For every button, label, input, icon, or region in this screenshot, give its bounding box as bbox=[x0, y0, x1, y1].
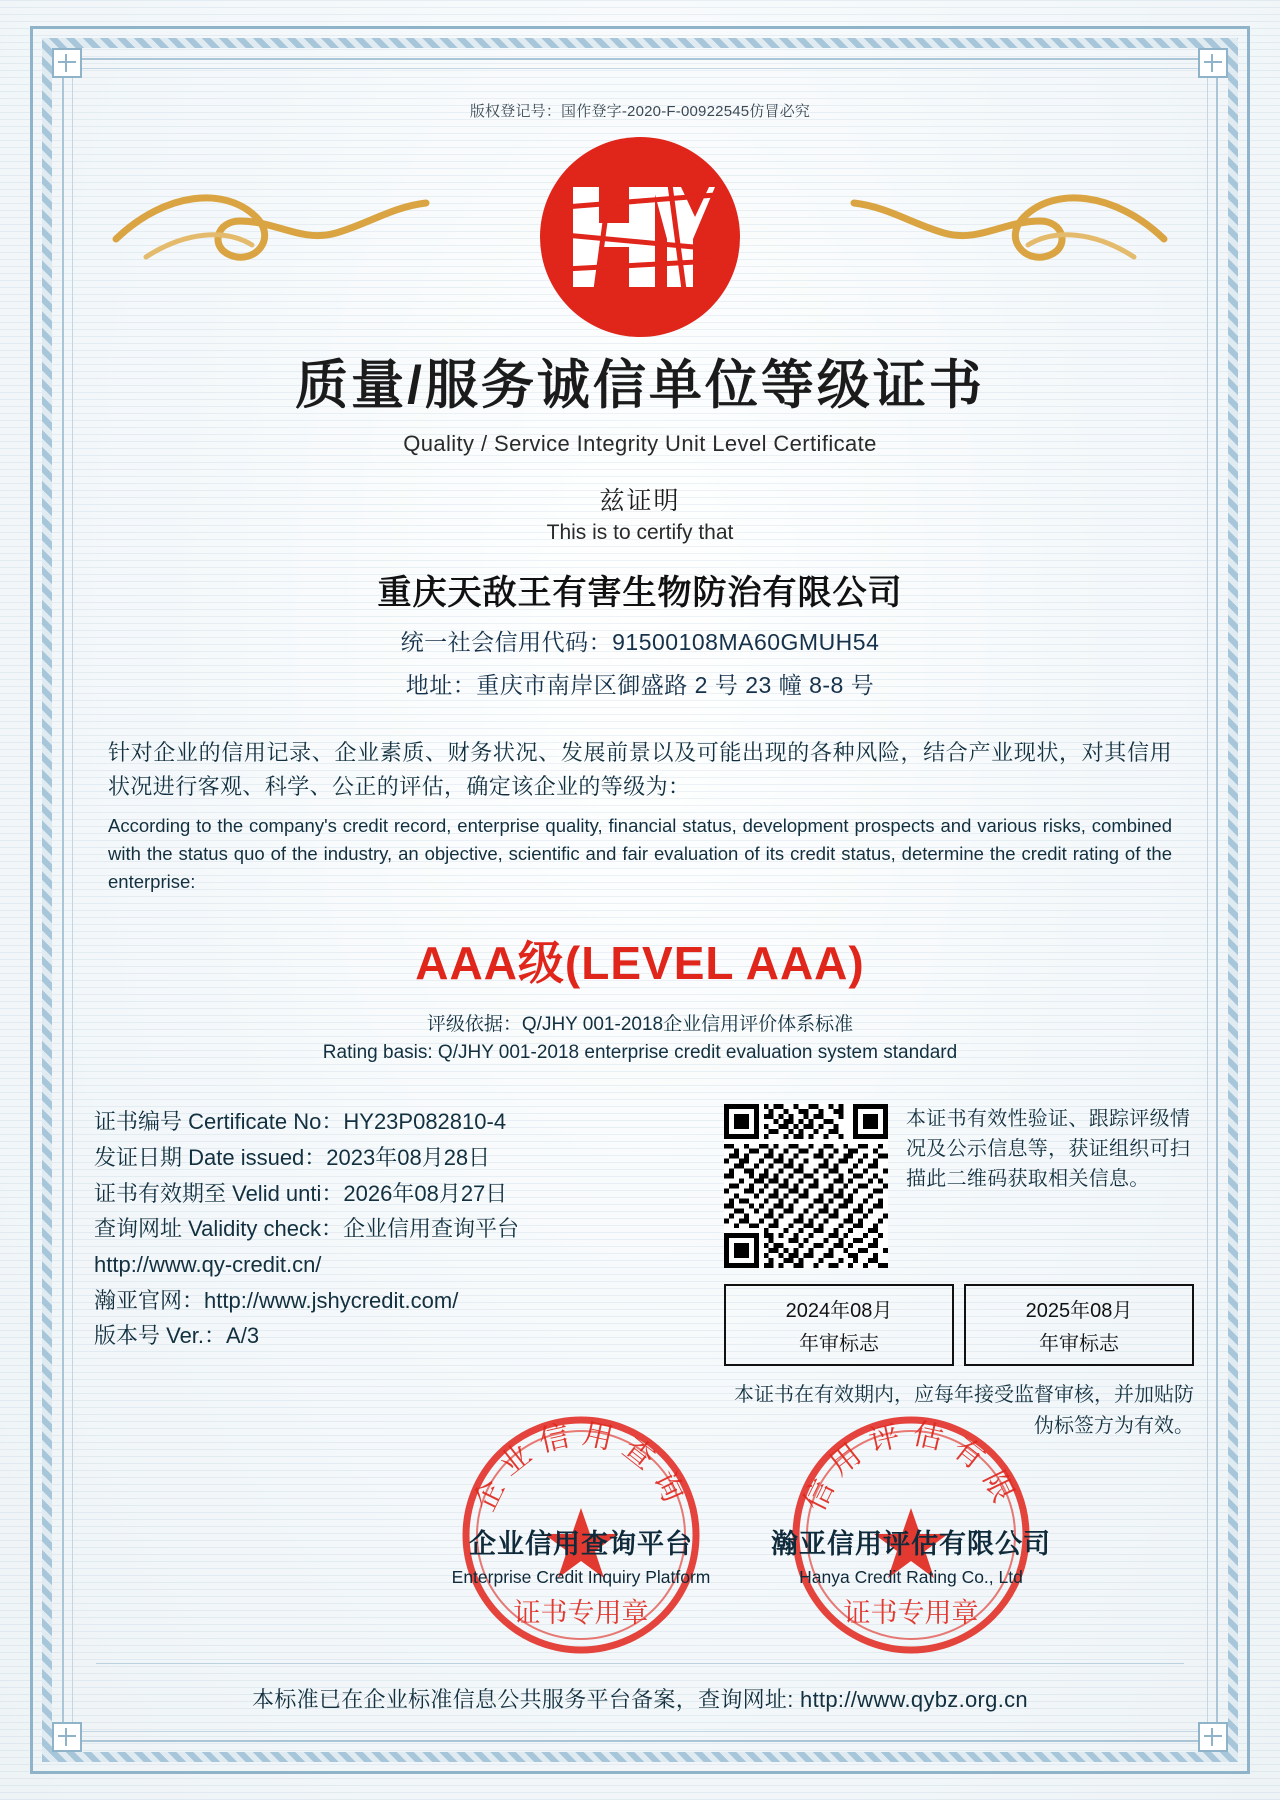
certify-statement-cn: 兹证明 bbox=[599, 487, 681, 515]
rating-basis-cn: 评级依据：Q/JHY 001-2018企业信用评价体系标准 bbox=[426, 1014, 854, 1036]
seal-right-name-en: Hanya Credit Rating Co., Ltd bbox=[799, 1567, 1023, 1588]
seals-area bbox=[86, 1410, 1194, 1660]
svg-text:证书专用章: 证书专用章 bbox=[513, 1598, 649, 1630]
valid-until: 证书有效期至 Velid unti：2026年08月27日 bbox=[94, 1180, 508, 1206]
seal-left-name-cn: 企业信用查询平台 bbox=[469, 1529, 693, 1560]
corner-ornament-bottom-right bbox=[1198, 1722, 1228, 1752]
emblem-row bbox=[86, 125, 1194, 335]
annual-review-note: 本证书在有效期内，应每年接受监督审核，并加贴防伪标签方为有效。 bbox=[734, 1384, 1194, 1438]
corner-ornament-top-left bbox=[52, 48, 82, 78]
seal-right-name-cn: 瀚亚信用评估有限公司 bbox=[771, 1529, 1051, 1560]
seal-left-name-en: Enterprise Credit Inquiry Platform bbox=[451, 1567, 711, 1588]
evaluation-paragraph-cn: 针对企业的信用记录、企业素质、财务状况、发展前景以及可能出现的各种风险，结合产业现状，对其信用状况进行客观、科学、公正的评估，确定该企业的等级为： bbox=[108, 740, 1172, 800]
page-title-english: Quality / Service Integrity Unit Level Certificate bbox=[403, 431, 877, 456]
company-credit-code: 统一社会信用代码：91500108MA60GMUH54 bbox=[400, 629, 880, 655]
annual-review-year-2024: 2024年08月 bbox=[785, 1300, 893, 1323]
annual-review-label-2025: 年审标志 bbox=[1039, 1333, 1119, 1356]
credit-level: AAA级(LEVEL AAA) bbox=[415, 937, 865, 990]
qr-area bbox=[724, 1104, 1194, 1442]
corner-ornament-bottom-left bbox=[52, 1722, 82, 1752]
seal-right-names bbox=[746, 1522, 1076, 1588]
qr-code-icon[interactable] bbox=[724, 1104, 888, 1268]
footer-divider bbox=[96, 1663, 1184, 1664]
details-area bbox=[86, 1104, 1194, 1438]
qr-row bbox=[724, 1104, 1194, 1268]
annual-review-box-2024[interactable] bbox=[724, 1284, 954, 1366]
evaluation-paragraph bbox=[86, 736, 1194, 895]
qr-instruction-text: 本证书有效性验证、跟踪评级情况及公示信息等，获证组织可扫描此二维码获取相关信息。 bbox=[906, 1108, 1191, 1191]
svg-text:企业信用查询: 企业信用查询 bbox=[467, 1416, 695, 1518]
annual-review-box-2025[interactable] bbox=[964, 1284, 1194, 1366]
hy-logo-icon bbox=[544, 141, 736, 333]
hy-monogram-icon bbox=[565, 177, 715, 297]
annual-review-label-2024: 年审标志 bbox=[799, 1333, 879, 1356]
certificate-details bbox=[94, 1104, 654, 1353]
corner-ornament-top-right bbox=[1198, 48, 1228, 78]
seal-left-names bbox=[416, 1522, 746, 1588]
validity-check-url[interactable]: http://www.qy-credit.cn/ bbox=[94, 1251, 322, 1277]
annual-review-boxes bbox=[724, 1284, 1194, 1366]
validity-check: 查询网址 Validity check：企业信用查询平台 bbox=[94, 1216, 519, 1242]
company-address: 地址：重庆市南岸区御盛路 2 号 23 幢 8-8 号 bbox=[405, 672, 875, 698]
svg-text:信用评估有限: 信用评估有限 bbox=[797, 1416, 1025, 1518]
evaluation-paragraph-en: According to the company's credit record, enterprise quality, financial status, development prospects and various risks, combined with the status quo of the industry, an objective, scientific and fair evaluation of its credit status, determine the credit rating of the enterprise: bbox=[108, 815, 1172, 892]
copyright-registration-line: 版权登记号：国作登字-2020-F-00922545仿冒必究 bbox=[469, 103, 811, 120]
company-name: 重庆天敌王有害生物防治有限公司 bbox=[377, 574, 903, 612]
flourish-right-icon bbox=[844, 173, 1174, 283]
flourish-left-icon bbox=[106, 173, 436, 283]
certificate-content bbox=[86, 82, 1194, 1718]
date-issued: 发证日期 Date issued：2023年08月28日 bbox=[94, 1145, 491, 1171]
annual-review-year-2025: 2025年08月 bbox=[1025, 1300, 1133, 1323]
official-website[interactable]: 瀚亚官网：http://www.jshycredit.com/ bbox=[94, 1287, 459, 1313]
rating-basis-en: Rating basis: Q/JHY 001-2018 enterprise credit evaluation system standard bbox=[322, 1042, 958, 1064]
footer-note: 本标准已在企业标准信息公共服务平台备案，查询网址: http://www.qybz.org.cn bbox=[252, 1687, 1028, 1712]
svg-text:证书专用章: 证书专用章 bbox=[843, 1598, 979, 1630]
version-number: 版本号 Ver.：A/3 bbox=[94, 1323, 260, 1349]
certificate-number: 证书编号 Certificate No：HY23P082810-4 bbox=[94, 1109, 507, 1135]
certify-statement-en: This is to certify that bbox=[546, 521, 734, 544]
page-title: 质量/服务诚信单位等级证书 bbox=[295, 356, 985, 415]
